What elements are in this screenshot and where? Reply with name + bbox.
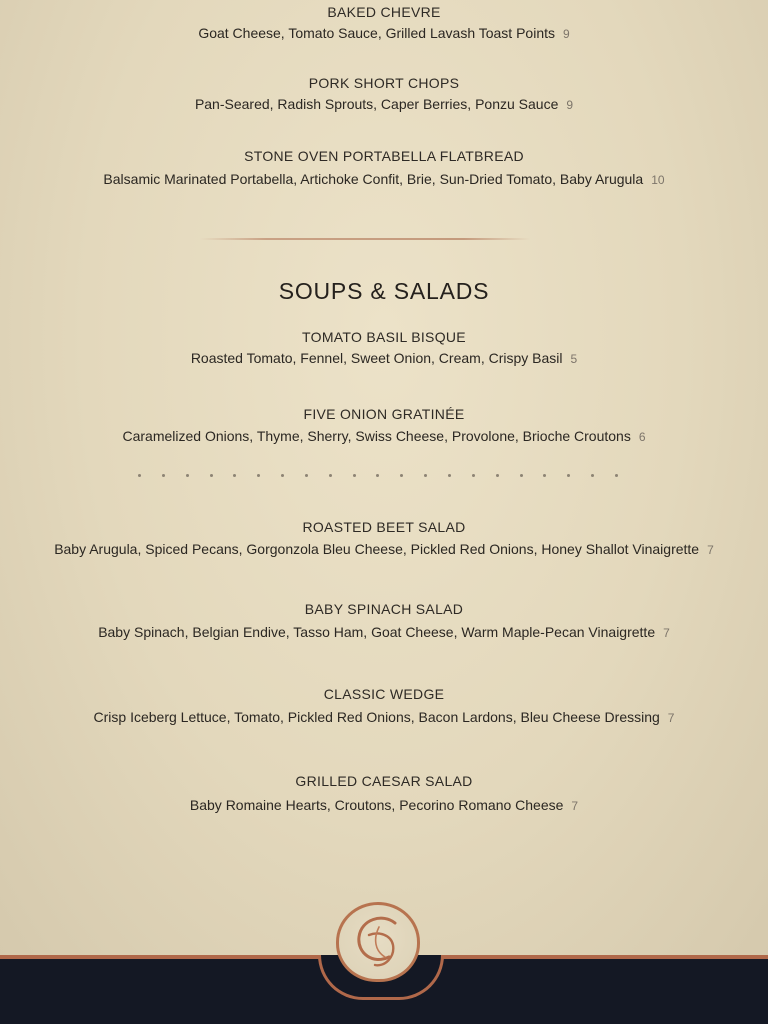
menu-item-name: CLASSIC WEDGE	[323, 686, 445, 702]
menu-item-price: 9	[566, 98, 574, 112]
monogram-logo-icon	[339, 905, 420, 982]
menu-item-price: 9	[563, 27, 570, 41]
menu-item-name: FIVE ONION GRATINÉE	[303, 406, 465, 422]
menu-item-description: Balsamic Marinated Portabella, Artichoke Confit, Brie, Sun-Dried Tomato, Baby Arugula 10	[103, 171, 665, 187]
menu-item-description: Baby Spinach, Belgian Endive, Tasso Ham, Goat Cheese, Warm Maple-Pecan Vinaigrette 7	[98, 624, 670, 640]
menu-item-description: Goat Cheese, Tomato Sauce, Grilled Lavash Toast Points 9	[198, 25, 570, 41]
dotted-separator	[138, 474, 618, 477]
menu-item-description: Baby Romaine Hearts, Croutons, Pecorino Romano Cheese 7	[189, 797, 579, 813]
menu-item-name: GRILLED CAESAR SALAD	[295, 773, 473, 789]
menu-item-name: STONE OVEN PORTABELLA FLATBREAD	[244, 148, 524, 164]
section-divider	[200, 238, 530, 240]
menu-item-name: ROASTED BEET SALAD	[302, 519, 466, 535]
menu-item-description: Crisp Iceberg Lettuce, Tomato, Pickled Red Onions, Bacon Lardons, Bleu Cheese Dressing 7	[93, 709, 675, 725]
menu-item-description: Baby Arugula, Spiced Pecans, Gorgonzola Bleu Cheese, Pickled Red Onions, Honey Shallot Vinaigrette 7	[54, 541, 714, 557]
menu-item-name: PORK SHORT CHOPS	[308, 75, 460, 91]
menu-item-description: Pan-Seared, Radish Sprouts, Caper Berries, Ponzu Sauce 9	[194, 96, 574, 112]
monogram-logo	[336, 902, 420, 982]
menu-item-price: 6	[638, 430, 646, 444]
menu-item-name: BABY SPINACH SALAD	[304, 601, 464, 617]
menu-item-price: 5	[570, 352, 578, 366]
menu-item-price: 7	[571, 799, 579, 813]
menu-item-price: 7	[667, 711, 675, 725]
menu-item-name: BAKED CHEVRE	[327, 4, 441, 20]
menu-item-name: TOMATO BASIL BISQUE	[302, 329, 466, 345]
section-title: SOUPS & SALADS	[278, 278, 490, 304]
menu-item-price: 10	[651, 173, 665, 187]
menu-item-price: 7	[707, 543, 714, 557]
menu-item-description: Caramelized Onions, Thyme, Sherry, Swiss Cheese, Provolone, Brioche Croutons 6	[122, 428, 646, 444]
menu-item-description: Roasted Tomato, Fennel, Sweet Onion, Cream, Crispy Basil 5	[190, 350, 578, 366]
menu-item-price: 7	[663, 626, 670, 640]
